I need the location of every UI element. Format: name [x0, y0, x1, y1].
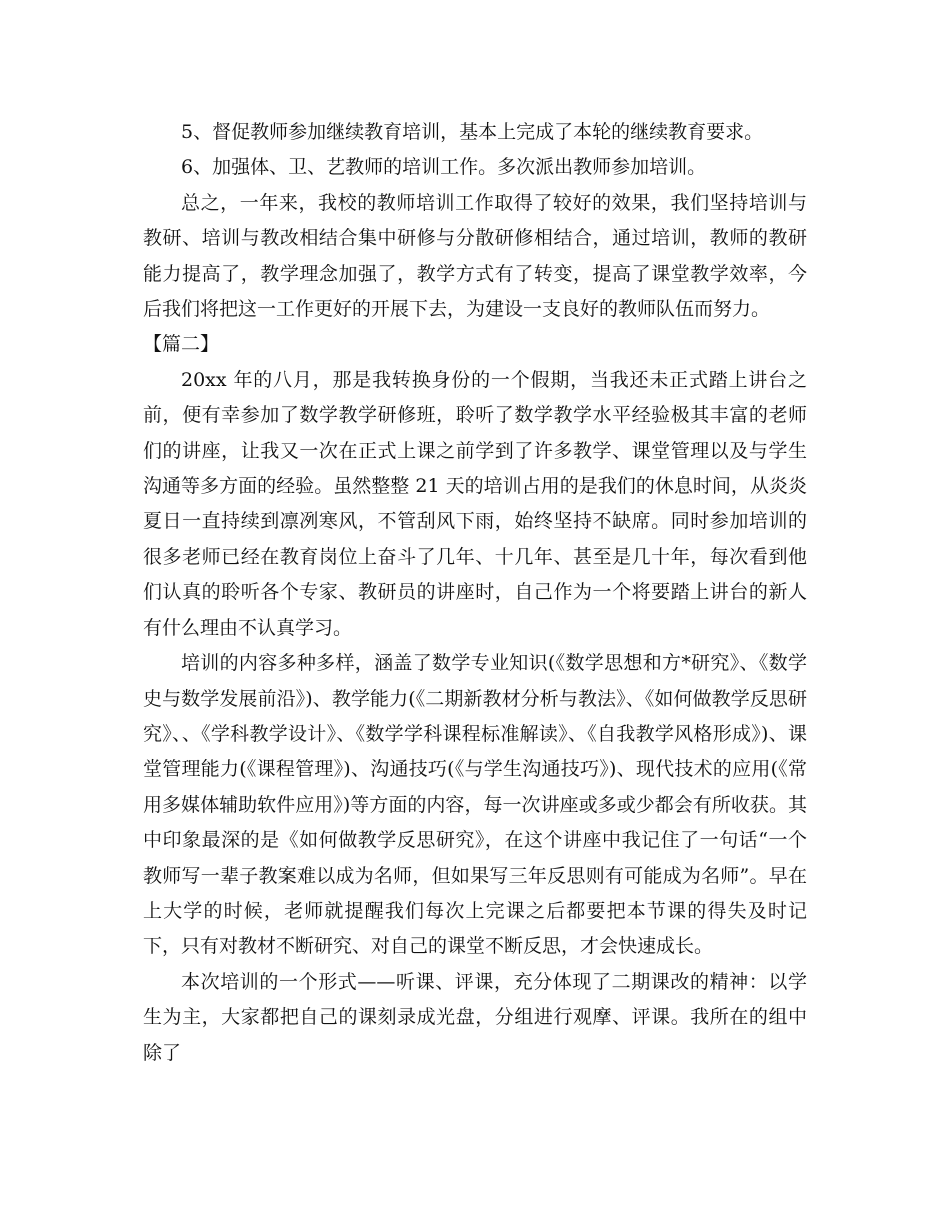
paragraph-summary: 总之，一年来，我校的教师培训工作取得了较好的效果，我们坚持培训与教研、培训与教改相结合集中研修与分散研修相结合，通过培训，教师的教研能力提高了，教学理念加强了，教学方式有了转变，提高了课堂教学效率，今后我们将把这一工作更好的开展下去，为建设一支良好的教师队伍而努力。 [143, 191, 807, 321]
paragraph-training-content: 培训的内容多种多样，涵盖了数学专业知识(《数学思想和方*研究》、《数学史与数学发展前沿》)、教学能力(《二期新教材分析与教法》、《如何做教学反思研究》、、《学科教学设计》、《数学学科课程标准解读》、《自我教学风格形成》)、课堂管理能力(《课程管理》)、沟通技巧(《与学生沟通技巧》)、现代技术的应用(《常用多媒体辅助软件应用》)等方面的内容，每一次讲座或多或少都会有所收获。其中印象最深的是《如何做教学反思研究》，在这个讲座中我记住了一句话“一个教师写一辈子教案难以成为名师，但如果写三年反思则有可能成为名师”。早在上大学的时候，老师就提醒我们每次上完课之后都要把本节课的得失及时记下，只有对教材不断研究、对自己的课堂不断反思，才会快速成长。 [143, 652, 807, 958]
paragraph-item-6: 6、加强体、卫、艺教师的培训工作。多次派出教师参加培训。 [181, 156, 707, 179]
paragraph-training-format: 本次培训的一个形式——听课、评课，充分体现了二期课改的精神：以学生为主，大家都把自己的课刻录成光盘，分组进行观摩、评课。我所在的组中除了 [143, 970, 807, 1064]
section-heading: 【篇二】 [143, 333, 220, 356]
paragraph-intro: 20xx 年的八月，那是我转换身份的一个假期，当我还未正式踏上讲台之前，便有幸参加了数学教学研修班，聆听了数学教学水平经验极其丰富的老师们的讲座，让我又一次在正式上课之前学到了许多教学、课堂管理以及与学生沟通等多方面的经验。虽然整整 21 天的培训占用的是我们的休息时间，从炎炎夏日一直持续到凛冽寒风，不管刮风下雨，始终坚持不缺席。同时参加培训的很多老师已经在教育岗位上奋斗了几年、十几年、甚至是几十年，每次看到他们认真的聆听各个专家、教研员的讲座时，自己作为一个将要踏上讲台的新人有什么理由不认真学习。 [143, 368, 807, 639]
paragraph-item-5: 5、督促教师参加继续教育培训，基本上完成了本轮的继续教育要求。 [181, 121, 764, 143]
document-body [143, 115, 807, 1071]
